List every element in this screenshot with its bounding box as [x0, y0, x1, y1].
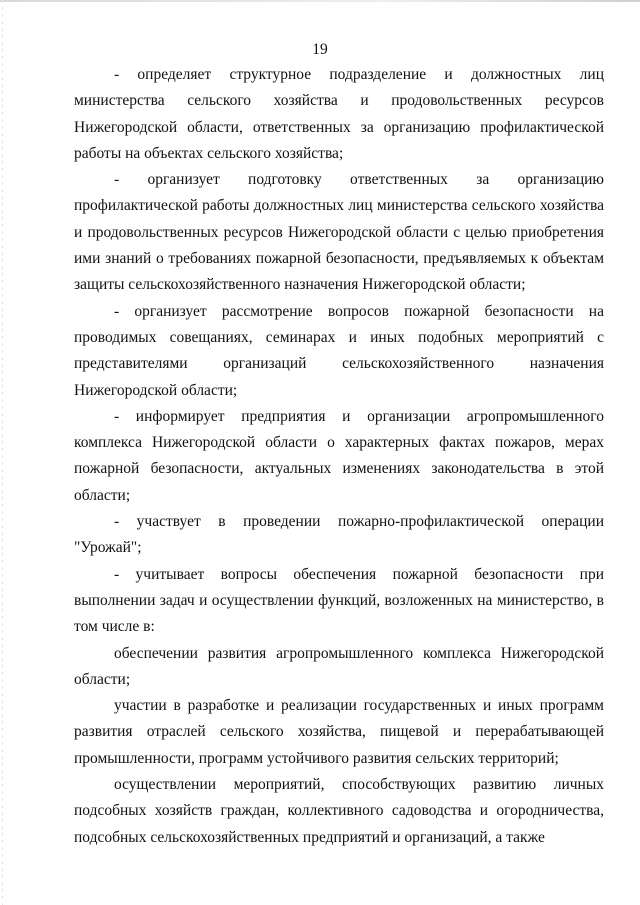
paragraph-6: - учитывает вопросы обеспечения пожарной безопасности при выполнении задач и осуществлении функций, возложенных на министерство, в том числе в: [74, 565, 604, 636]
paragraph-2: - организует подготовку ответственных за организацию профилактической работы должностных лиц министерства сельского хозяйства и продовольственных ресурсов Нижегородской области с целью приобретения ими знаний о требованиях пожарной безопасности, предъявляемых к объектам защиты сельскохозяйственного назначения Нижегородской области; [74, 171, 604, 294]
scan-edge-left [2, 0, 3, 905]
body-text [74, 62, 604, 851]
paragraph-8: участии в разработке и реализации государственных и иных программ развития отраслей сельского хозяйства, пищевой и перерабатывающей промышленности, программ устойчивого развития сельских территорий; [74, 697, 604, 767]
paragraph-3: - организует рассмотрение вопросов пожарной безопасности на проводимых совещаниях, семинарах и иных подобных мероприятий с представителями организаций сельскохозяйственного назначения Нижегородской области; [74, 302, 604, 399]
paragraph-5: - участвует в проведении пожарно-профилактической операции "Урожай"; [74, 513, 604, 557]
paragraph-7: обеспечении развития агропромышленного комплекса Нижегородской области; [74, 644, 604, 688]
scan-edge-top [0, 0, 640, 2]
page-number: 19 [312, 41, 328, 58]
paragraph-4: - информирует предприятия и организации агропромышленного комплекса Нижегородской области о характерных фактах пожаров, мерах пожарной безопасности, актуальных изменениях законодательства в этой области; [74, 407, 604, 504]
paragraph-1: - определяет структурное подразделение и должностных лиц министерства сельского хозяйства и продовольственных ресурсов Нижегородской области, ответственных за организацию профилактической работы на объектах сельского хозяйства; [74, 66, 604, 162]
paragraph-9: осуществлении мероприятий, способствующих развитию личных подсобных хозяйств граждан, коллективного садоводства и огородничества, подсобных сельскохозяйственных предприятий и организаций, а также [74, 776, 604, 846]
